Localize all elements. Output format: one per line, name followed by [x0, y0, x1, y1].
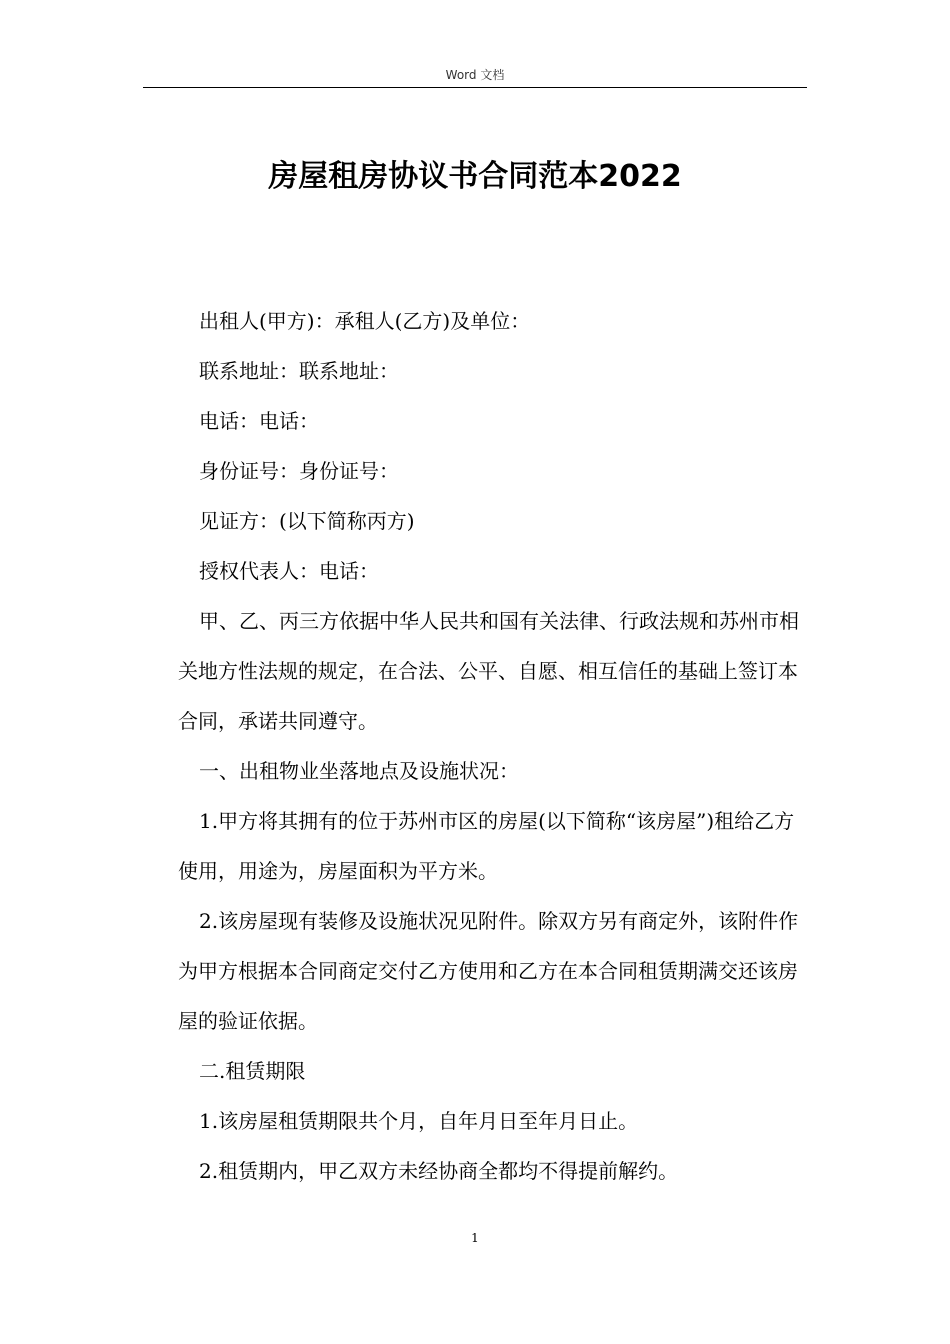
page-number: 1 — [471, 1231, 479, 1245]
document-body — [178, 296, 806, 1196]
section-heading-property: 一、出租物业坐落地点及设施状况： — [199, 759, 519, 783]
paragraph-representative: 授权代表人：电话： — [199, 559, 379, 583]
paragraph-address: 联系地址：联系地址： — [199, 359, 399, 383]
clause-2-2: 2.租赁期内，甲乙双方未经协商全都均不得提前解约。 — [199, 1159, 679, 1183]
paragraph-parties: 出租人(甲方)：承租人(乙方)及单位： — [199, 309, 531, 333]
paragraph-id-number: 身份证号：身份证号： — [199, 459, 399, 483]
paragraph-phone: 电话：电话： — [199, 409, 319, 433]
section-heading-term: 二.租赁期限 — [199, 1059, 306, 1083]
document-title: 房屋租房协议书合同范本2022 — [268, 159, 682, 194]
header-divider — [143, 87, 807, 88]
page-header-label: Word 文档 — [445, 68, 505, 82]
clause-1-1: 1.甲方将其拥有的位于苏州市区的房屋(以下简称“该房屋”)租给乙方使用，用途为，房屋面积为平方米。 — [178, 809, 795, 883]
clause-2-1: 1.该房屋租赁期限共个月，自年月日至年月日止。 — [199, 1109, 639, 1133]
paragraph-witness: 见证方：(以下简称丙方) — [199, 509, 415, 533]
clause-1-2: 2.该房屋现有装修及设施状况见附件。除双方另有商定外，该附件作为甲方根据本合同商定交付乙方使用和乙方在本合同租赁期满交还该房屋的验证依据。 — [178, 909, 799, 1033]
paragraph-preamble: 甲、乙、丙三方依据中华人民共和国有关法律、行政法规和苏州市相关地方性法规的规定，在合法、公平、自愿、相互信任的基础上签订本合同，承诺共同遵守。 — [178, 609, 799, 733]
